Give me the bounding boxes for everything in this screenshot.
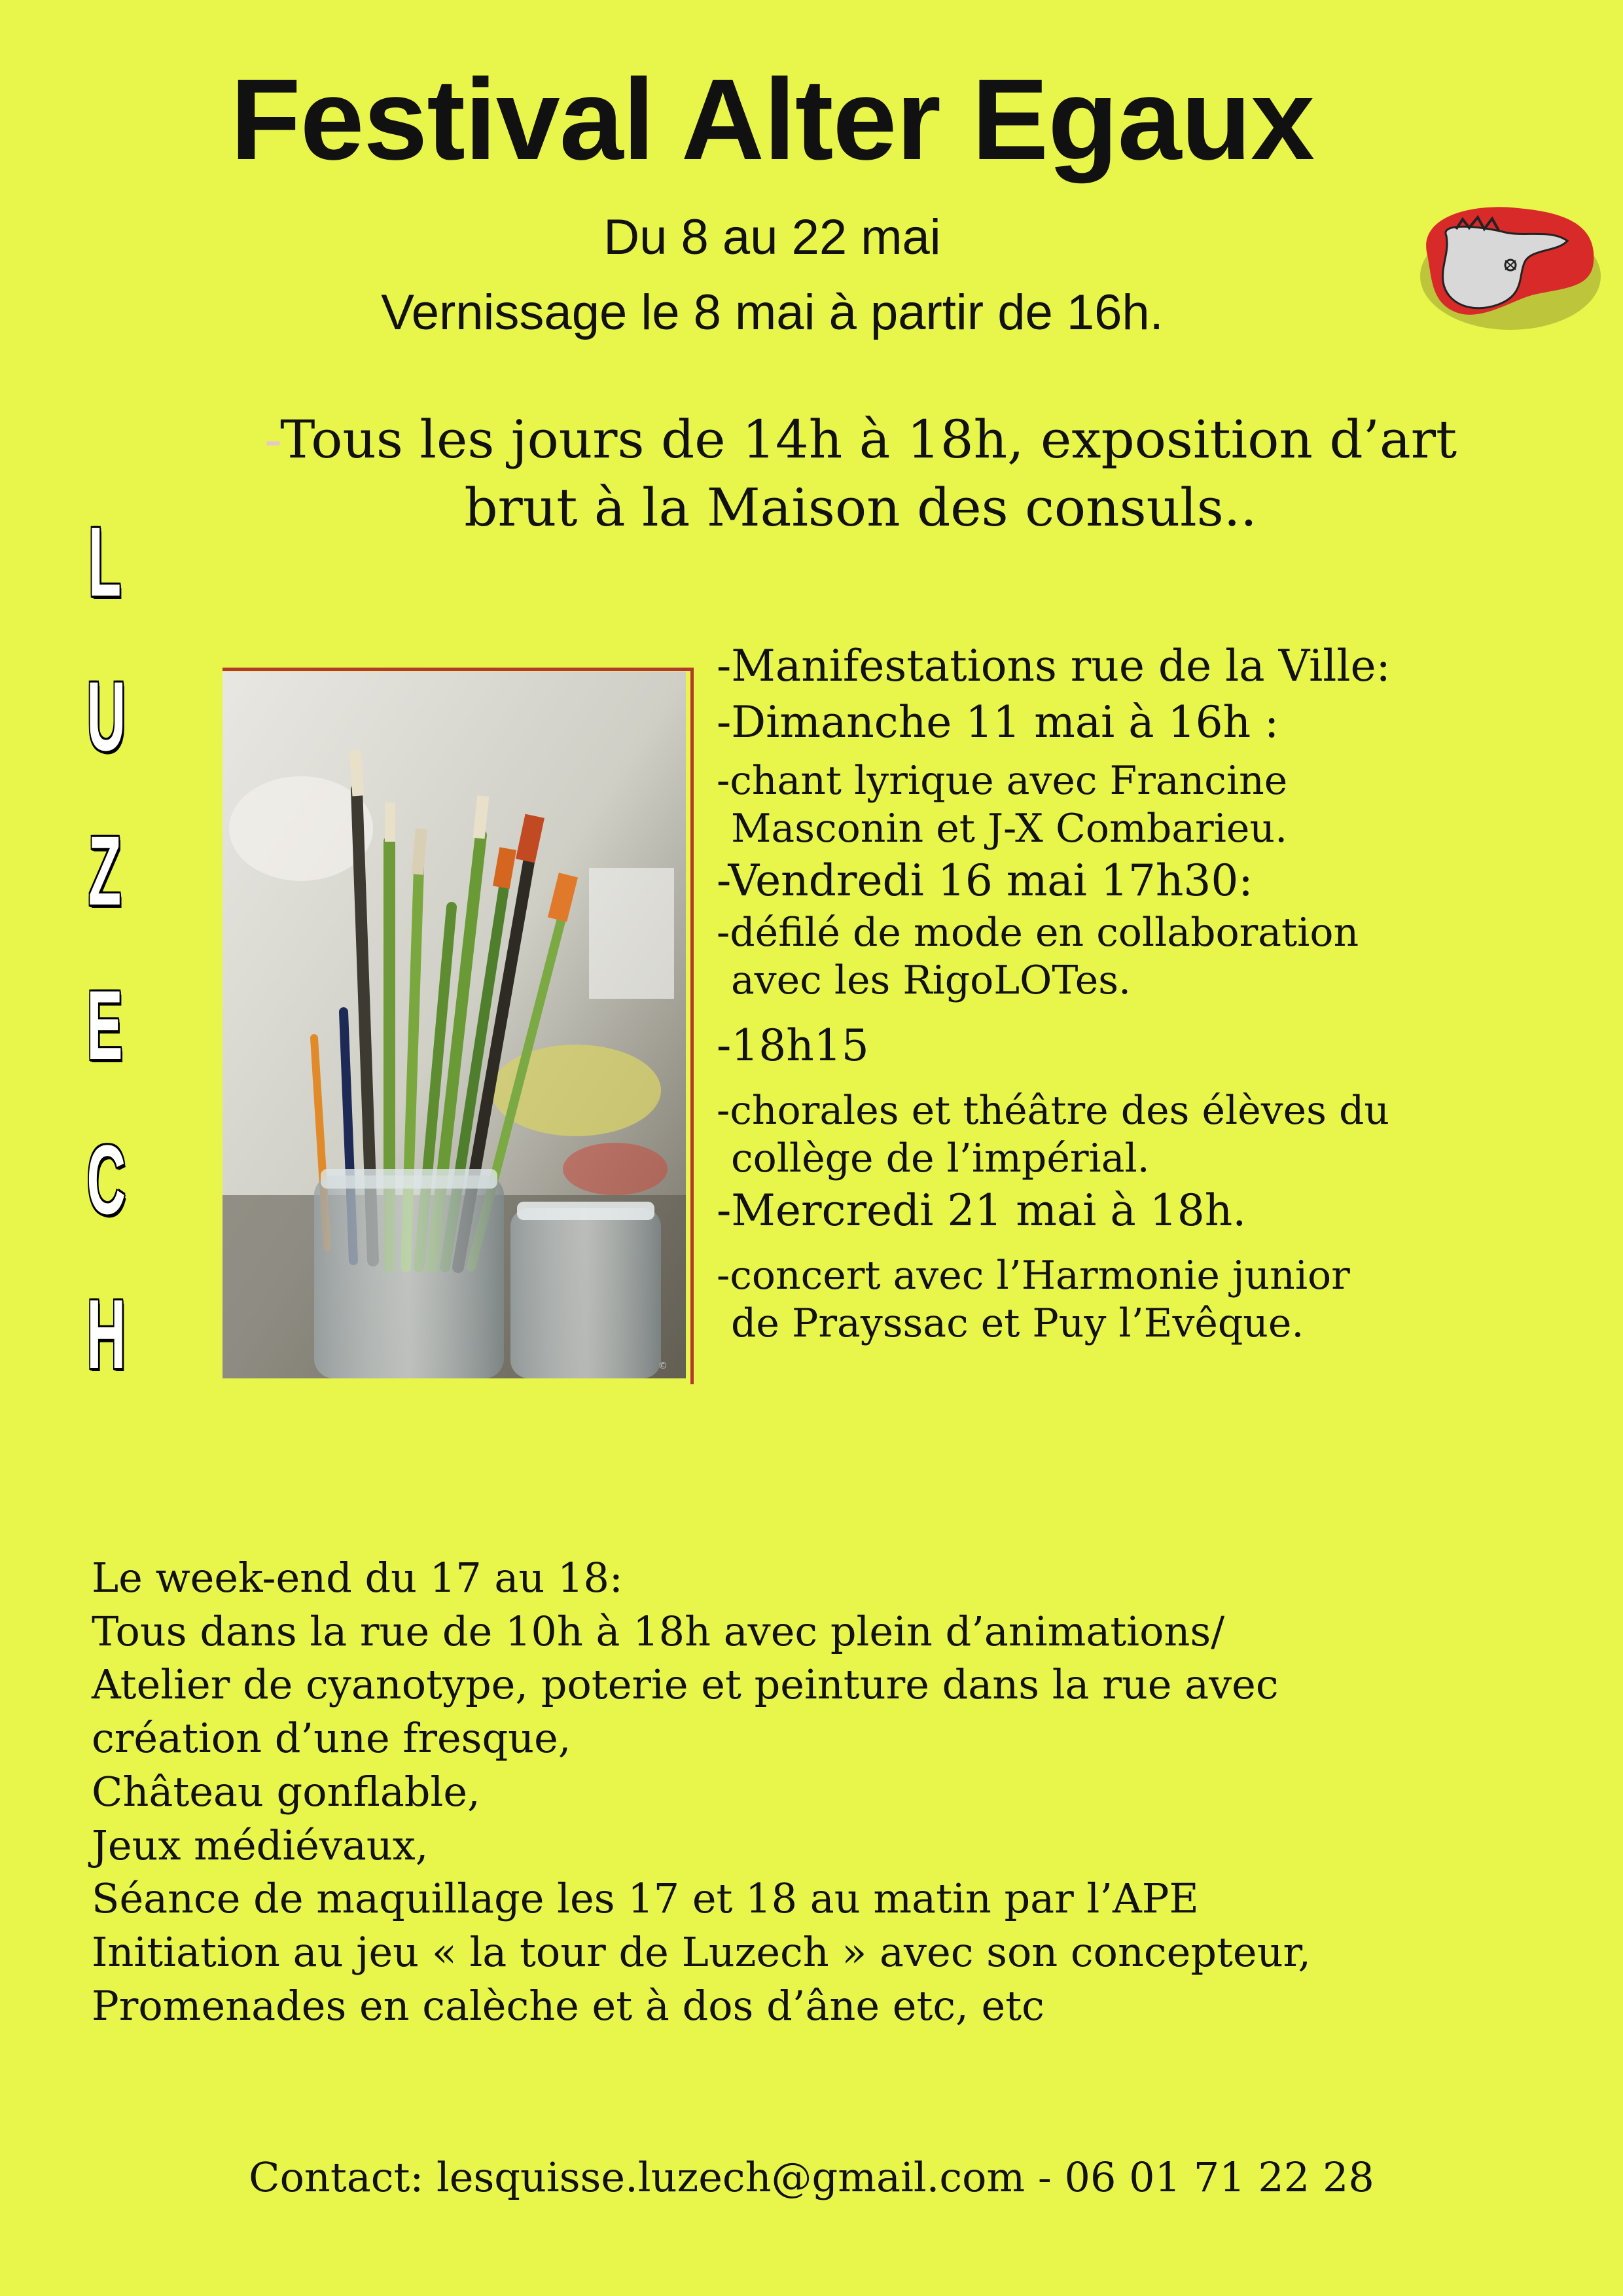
program-concert-1: -concert avec l’Harmonie junior: [717, 1253, 1350, 1299]
vernissage-line: Vernissage le 8 mai à partir de 16h.: [381, 285, 1164, 340]
program-wednesday: -Mercredi 21 mai à 18h.: [717, 1185, 1247, 1236]
weekend-line: Le week-end du 17 au 18:: [92, 1554, 623, 1602]
exposition-line-1: Tous les jours de 14h à 18h, exposition d’art: [280, 409, 1457, 470]
town-name-vertical: [72, 484, 137, 1411]
contact-line: Contact: lesquisse.luzech@gmail.com - 06 01 71 22 28: [249, 2153, 1374, 2201]
program-sunday-event-2: Masconin et J-X Combarieu.: [731, 805, 1288, 852]
weekend-section: [92, 1551, 1558, 2032]
paint-brushes-jar-photo: [223, 672, 686, 1378]
town-letter: E: [86, 970, 123, 1080]
town-letter: Z: [88, 816, 122, 925]
weekend-line: Tous dans la rue de 10h à 18h avec plein d’animations/: [92, 1607, 1225, 1655]
town-letter: C: [86, 1124, 126, 1234]
exposition-line-2: brut à la Maison des consuls..: [464, 477, 1257, 538]
weekend-line: Séance de maquillage les 17 et 18 au matin par l’APE: [92, 1874, 1199, 1923]
festival-dates: Du 8 au 22 mai: [603, 209, 941, 265]
program-friday: -Vendredi 16 mai 17h30:: [717, 855, 1253, 906]
town-letter: U: [86, 661, 126, 771]
program-sunday: -Dimanche 11 mai à 16h :: [717, 696, 1279, 747]
lesquisse-logo-icon: [1400, 190, 1610, 340]
program-choral-1: -chorales et théâtre des élèves du: [717, 1087, 1390, 1134]
exposition-dash: -: [264, 409, 281, 470]
weekend-line: création d’une fresque,: [92, 1714, 571, 1763]
program-sunday-event-1: -chant lyrique avec Francine: [717, 757, 1288, 804]
weekend-line: Initiation au jeu « la tour de Luzech » avec son concepteur,: [92, 1928, 1311, 1976]
program-concert-2: de Prayssac et Puy l’Evêque.: [731, 1300, 1304, 1347]
svg-text:©: ©: [658, 1361, 668, 1371]
town-letter: H: [86, 1279, 126, 1389]
weekend-line: Promenades en calèche et à dos d’âne etc, etc: [92, 1981, 1044, 2030]
exposition-text: [157, 406, 1564, 542]
town-letter: L: [88, 507, 122, 617]
program-time-1815: -18h15: [717, 1020, 869, 1071]
weekend-line: Jeux médiévaux,: [92, 1821, 429, 1869]
festival-title: Festival Alter Egaux: [230, 56, 1314, 184]
program-friday-event-2: avec les RigoLOTes.: [731, 957, 1132, 1003]
program-manifestations: -Manifestations rue de la Ville:: [717, 641, 1391, 691]
program-choral-2: collège de l’impérial.: [731, 1136, 1150, 1182]
weekend-line: Atelier de cyanotype, poterie et peinture dans la rue avec: [92, 1660, 1279, 1709]
weekend-line: Château gonflable,: [92, 1767, 480, 1816]
program-list: [717, 638, 1587, 1348]
program-friday-event-1: -défilé de mode en collaboration: [717, 909, 1359, 956]
